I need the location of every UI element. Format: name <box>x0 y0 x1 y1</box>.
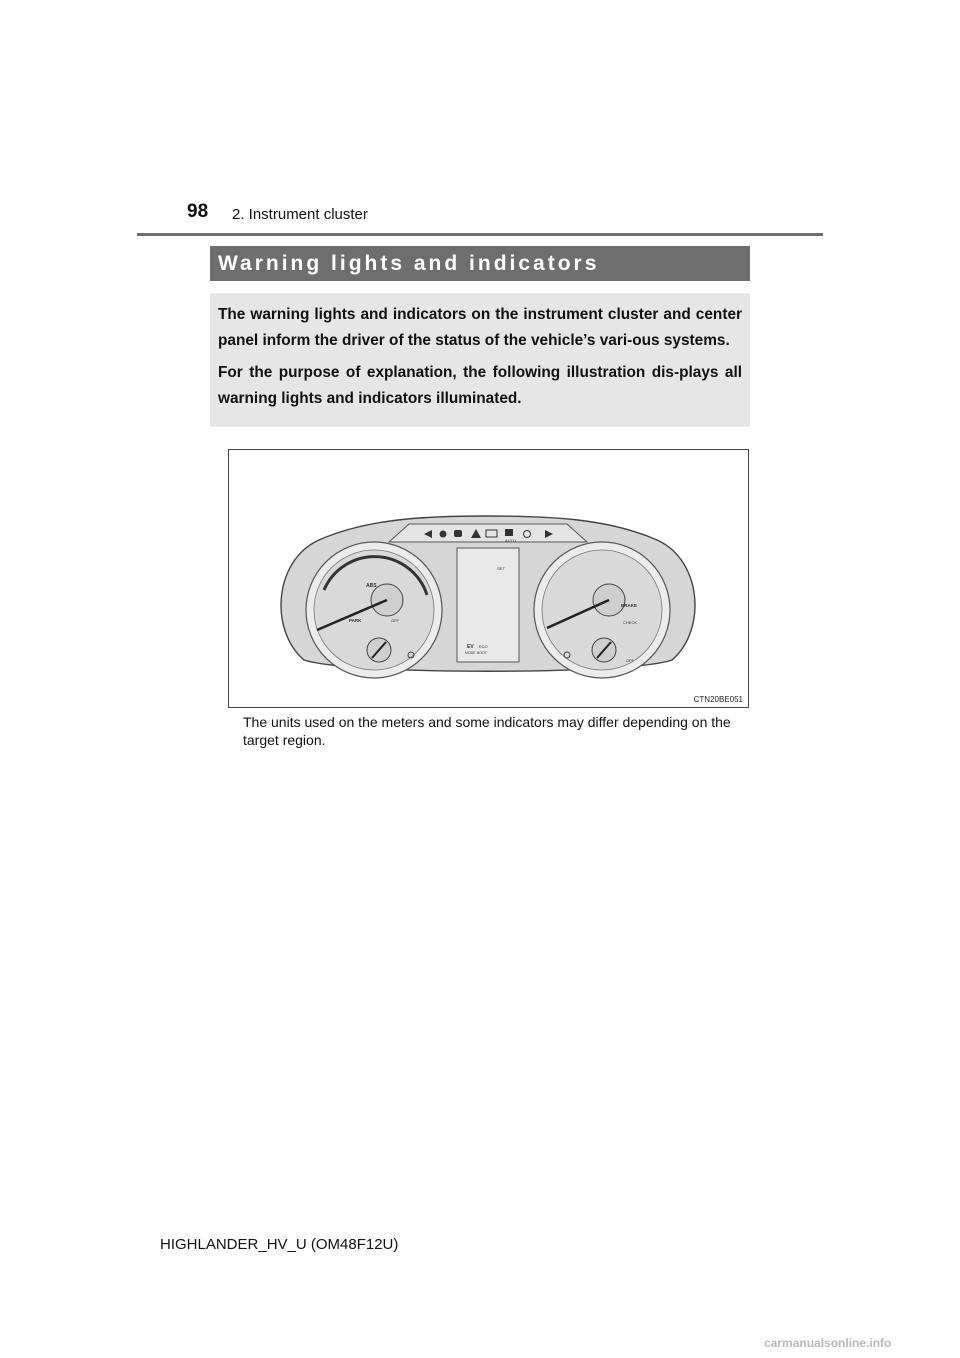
mode-label: MODE <box>465 651 476 655</box>
figure-code: CTN20BE051 <box>693 695 743 704</box>
off-left-label: OFF <box>391 618 399 623</box>
intro-paragraph-1: The warning lights and indicators on the instrument cluster and center panel inform the driver of the status of the vehicle’s vari-ous systems. <box>218 306 742 349</box>
eco-label: ECO <box>479 644 488 649</box>
park-label: PARK <box>349 618 362 623</box>
auto-high-beam-icon <box>505 529 513 536</box>
footer-model: HIGHLANDER_HV_U (OM48F12U) <box>160 1236 399 1253</box>
abs-label: ABS <box>366 583 377 589</box>
set-label: SET <box>497 566 505 571</box>
intro-box <box>210 293 750 427</box>
watermark: carmanualsonline.info <box>764 1336 892 1350</box>
note-text: The units used on the meters and some indicators may differ depending on the target region. <box>243 714 731 748</box>
off-right-label: OFF <box>626 658 634 663</box>
boot-label: BOOT <box>477 651 487 655</box>
chapter-title: 2. Instrument cluster <box>232 206 368 223</box>
fog-light-icon <box>440 531 447 538</box>
auto-label: AUTO <box>505 538 517 543</box>
intro-paragraph-2: For the purpose of explanation, the following illustration dis-plays all warning lights and indicators illuminated. <box>218 364 742 407</box>
header-rule <box>137 233 823 236</box>
instrument-cluster-illustration <box>229 450 748 707</box>
page-number: 98 <box>187 201 209 222</box>
instrument-cluster-figure <box>228 449 749 708</box>
headlight-icon <box>454 530 462 537</box>
ev-label: EV <box>467 644 474 650</box>
indicator-strip <box>389 524 587 542</box>
section-title: Warning lights and indicators <box>210 246 750 281</box>
brake-label: BRAKE <box>621 603 638 608</box>
check-label: CHECK <box>623 620 638 625</box>
